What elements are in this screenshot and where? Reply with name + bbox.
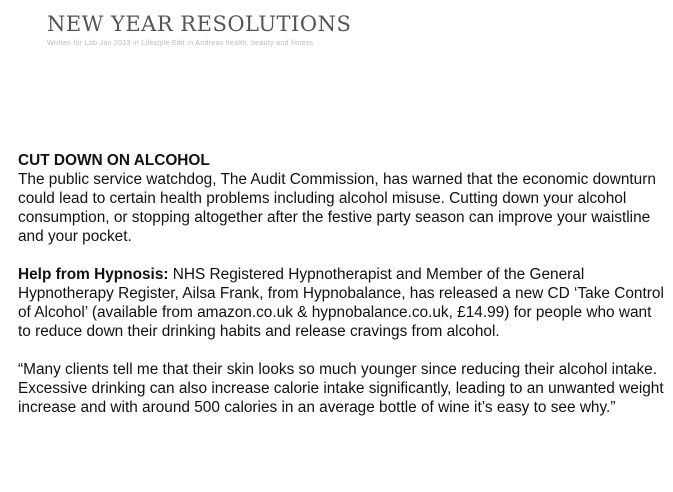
hypnosis-lead: Help from Hypnosis: (18, 266, 169, 283)
hypnosis-paragraph (18, 265, 666, 341)
article-heading: CUT DOWN ON ALCOHOL (18, 152, 210, 169)
page-title: NEW YEAR RESOLUTIONS (47, 12, 352, 36)
intro-paragraph: The public service watchdog, The Audit Commission, has warned that the economic downturn could lead to certain health problems including alcohol misuse. Cutting down your alcohol consumption, or stopping altogether after the festive party season can improve your waistline and your pocket. (18, 171, 656, 245)
masthead (47, 12, 351, 47)
post-meta: Written for Lab Jan 2013 in Lifestyle Edit in Andreas health, beauty and fitness (47, 40, 314, 47)
paragraph-spacer (18, 341, 666, 360)
quote-paragraph: “Many clients tell me that their skin looks so much younger since reducing their alcohol intake. Excessive drinking can also increase calorie intake significantly, leading to an unwanted weight increase and with around 500 calories in an average bottle of wine it’s easy to see why.” (18, 361, 664, 416)
hypnosis-text: NHS Registered Hypnotherapist and Member of the General Hypnotherapy Register, Ailsa Frank, from Hypnobalance, has released a new CD ‘Take Control of Alcohol’ (available from amazon.co.uk & hypnobalance.co.uk, £14.99) for people who want to reduce down their drinking habits and release cravings from alcohol. (18, 266, 664, 340)
article-body (18, 151, 666, 417)
paragraph-spacer (18, 246, 666, 265)
